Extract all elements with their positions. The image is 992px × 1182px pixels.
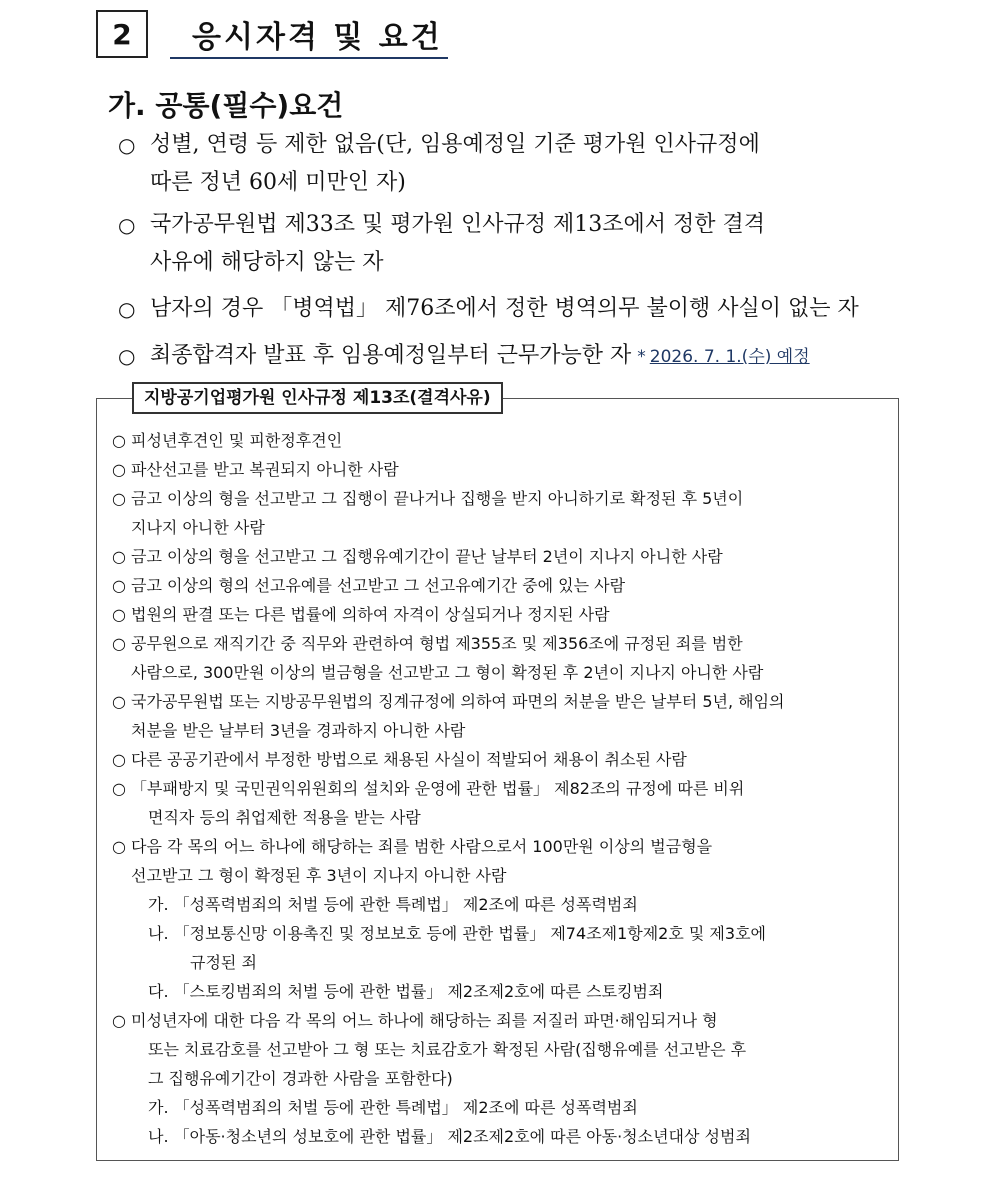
requirement-text — [150, 206, 896, 282]
bullet-circle-icon: ○ — [118, 344, 136, 368]
clause-line: 규정된 죄 — [190, 953, 257, 972]
clause-line: ○ 「부패방지 및 국민권익위원회의 설치와 운영에 관한 법률」 제82조의 규정에 따른 비위 — [112, 779, 745, 798]
requirement-text — [150, 290, 896, 328]
requirement-line: 성별, 연령 등 제한 없음(단, 임용예정일 기준 평가원 인사규정에 — [150, 132, 760, 157]
note-text: 2026. 7. 1.(수) 예정 — [649, 347, 810, 367]
clause-line: ○ 파산선고를 받고 복권되지 아니한 사람 — [112, 460, 399, 479]
clause-line: ○ 다른 공공기관에서 부정한 방법으로 채용된 사실이 적발되어 채용이 취소된 사람 — [112, 750, 687, 769]
clause-line: 그 집행유예기간이 경과한 사람을 포함한다) — [148, 1069, 453, 1088]
clause-line: ○ 국가공무원법 또는 지방공무원법의 징계규정에 의하여 파면의 처분을 받은 날부터 5년, 해임의 — [112, 692, 785, 711]
clause-line: ○ 미성년자에 대한 다음 각 목의 어느 하나에 해당하는 죄를 저질러 파면·해임되거나 형 — [112, 1011, 718, 1030]
clause-line: 처분을 받은 날부터 3년을 경과하지 아니한 사람 — [131, 721, 466, 740]
clause-line: ○ 금고 이상의 형의 선고유예를 선고받고 그 선고유예기간 중에 있는 사람 — [112, 576, 626, 595]
clause-line: 선고받고 그 형이 확정된 후 3년이 지나지 아니한 사람 — [131, 866, 507, 885]
clause-line: 가. 「성폭력범죄의 처벌 등에 관한 특례법」 제2조에 따른 성폭력범죄 — [148, 1098, 638, 1117]
requirement-line: 사유에 해당하지 않는 자 — [150, 250, 384, 275]
requirement-text — [150, 126, 896, 202]
clause-line: 지나지 아니한 사람 — [131, 518, 265, 537]
clause-line: 나. 「아동·청소년의 성보호에 관한 법률」 제2조제2호에 따른 아동·청소년대상 성범죄 — [148, 1127, 751, 1146]
clause-line: 또는 치료감호를 선고받아 그 형 또는 치료감호가 확정된 사람(집행유예를 선고받은 후 — [148, 1040, 747, 1059]
section-number: 2 — [96, 10, 148, 58]
requirement-line: 국가공무원법 제33조 및 평가원 인사규정 제13조에서 정한 결격 — [150, 212, 765, 237]
clause-line: ○ 피성년후견인 및 피한정후견인 — [112, 431, 343, 450]
section-title-underline — [170, 57, 448, 59]
clause-line: ○ 금고 이상의 형을 선고받고 그 집행유예기간이 끝난 날부터 2년이 지나지 아니한 사람 — [112, 547, 723, 566]
subsection-title: 가. 공통(필수)요건 — [108, 89, 344, 122]
disqualification-box-title: 지방공기업평가원 인사규정 제13조(결격사유) — [132, 382, 503, 414]
requirement-line: 남자의 경우 「병역법」 제76조에서 정한 병역의무 불이행 사실이 없는 자 — [150, 296, 859, 321]
bullet-circle-icon: ○ — [118, 133, 136, 157]
requirement-line: 최종합격자 발표 후 임용예정일부터 근무가능한 자 — [150, 343, 632, 368]
clause-line: 면직자 등의 취업제한 적용을 받는 사람 — [148, 808, 421, 827]
bullet-circle-icon: ○ — [118, 213, 136, 237]
clause-line: ○ 금고 이상의 형을 선고받고 그 집행이 끝나거나 집행을 받지 아니하기로 확정된 후 5년이 — [112, 489, 744, 508]
section-title: 응시자격 및 요건 — [192, 20, 443, 55]
requirement-line: 따른 정년 60세 미만인 자) — [150, 170, 406, 195]
clause-line: ○ 다음 각 목의 어느 하나에 해당하는 죄를 범한 사람으로서 100만원 이상의 벌금형을 — [112, 837, 713, 856]
bullet-circle-icon: ○ — [118, 297, 136, 321]
note-asterisk: * — [637, 347, 646, 367]
clause-line: 사람으로, 300만원 이상의 벌금형을 선고받고 그 형이 확정된 후 2년이 지나지 아니한 사람 — [131, 663, 764, 682]
clause-line: ○ 법원의 판결 또는 다른 법률에 의하여 자격이 상실되거나 정지된 사람 — [112, 605, 610, 624]
clause-line: 다. 「스토킹범죄의 처벌 등에 관한 법률」 제2조제2호에 따른 스토킹범죄 — [148, 982, 664, 1001]
clause-line: 가. 「성폭력범죄의 처벌 등에 관한 특례법」 제2조에 따른 성폭력범죄 — [148, 895, 638, 914]
clause-line: 나. 「정보통신망 이용촉진 및 정보보호 등에 관한 법률」 제74조제1항제2호 및 제3호에 — [148, 924, 766, 943]
appointment-date-note — [637, 347, 809, 367]
requirement-text — [150, 337, 896, 376]
clause-line: ○ 공무원으로 재직기간 중 직무와 관련하여 형법 제355조 및 제356조에 규정된 죄를 범한 — [112, 634, 743, 653]
